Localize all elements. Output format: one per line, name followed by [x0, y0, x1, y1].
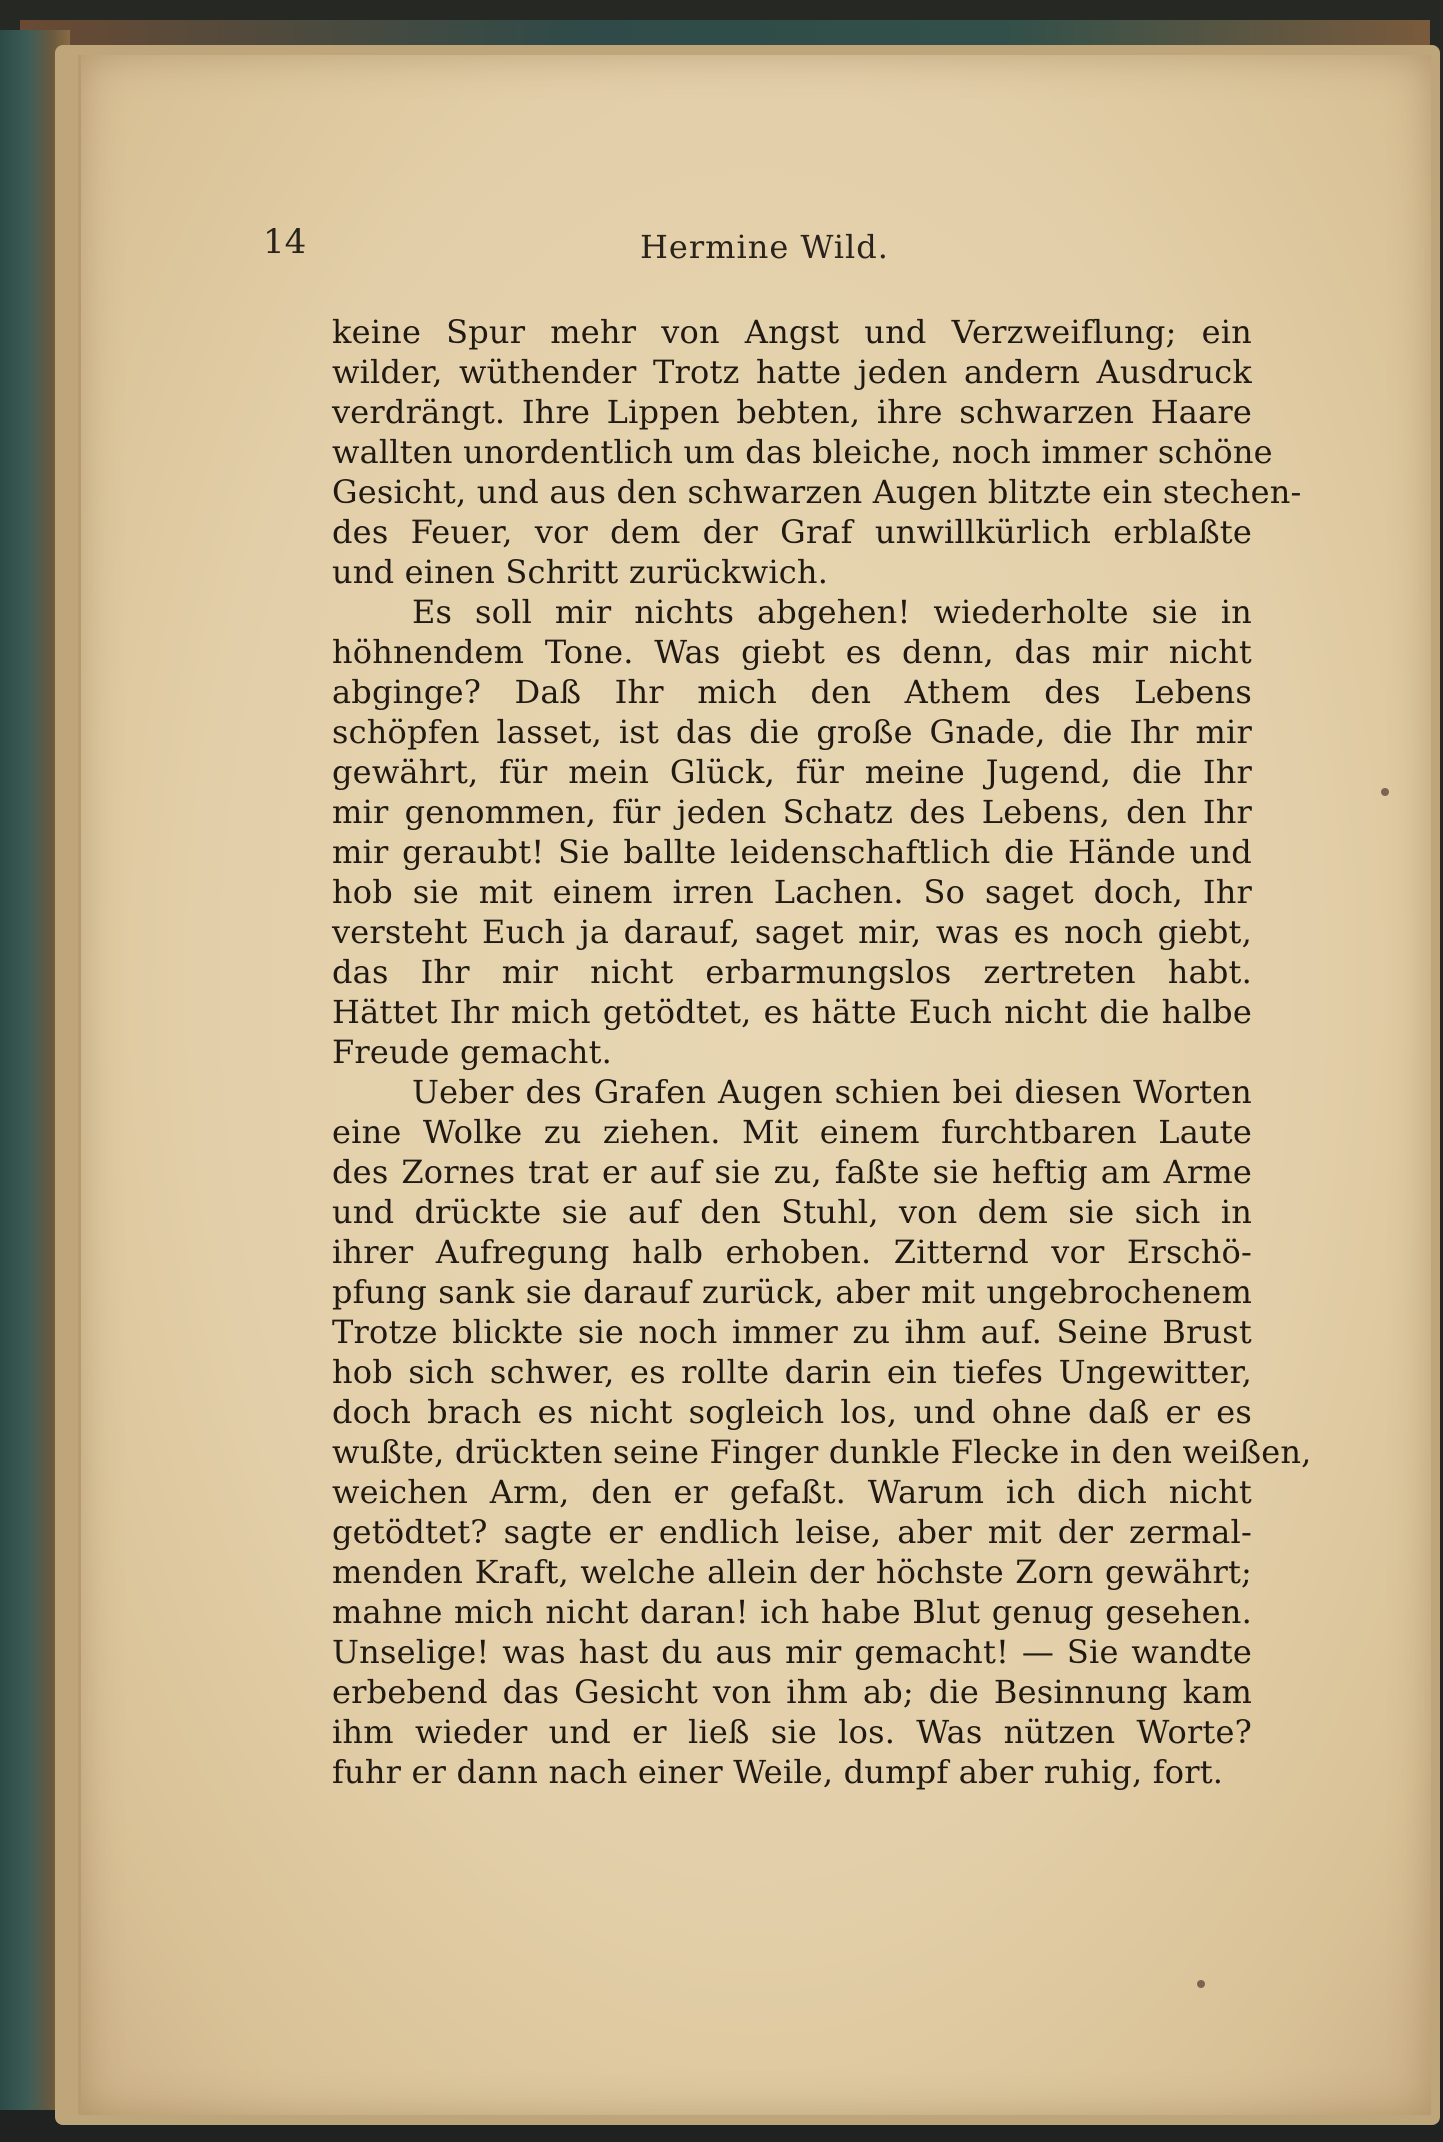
paper-spot	[1381, 788, 1389, 796]
text-line: Unselige! was hast du aus mir gemacht! — Sie wandte	[332, 1633, 1252, 1671]
text-line: hob sie mit einem irren Lachen. So saget doch, Ihr	[332, 873, 1252, 911]
text-line: getödtet? sagte er endlich leise, aber mit der zermal-	[332, 1513, 1252, 1551]
text-line: mahne mich nicht daran! ich habe Blut genug gesehen.	[332, 1593, 1252, 1631]
text-line: keine Spur mehr von Angst und Verzweiflung; ein	[332, 313, 1252, 351]
text-line: verdrängt. Ihre Lippen bebten, ihre schwarzen Haare	[332, 393, 1252, 431]
text-line: weichen Arm, den er gefaßt. Warum ich dich nicht	[332, 1473, 1252, 1511]
text-line: versteht Euch ja darauf, saget mir, was es noch giebt,	[332, 913, 1252, 951]
text-line: und drückte sie auf den Stuhl, von dem sie sich in	[332, 1193, 1252, 1231]
text-line: ihm wieder und er ließ sie los. Was nützen Worte?	[332, 1713, 1252, 1751]
text-line: schöpfen lasset, ist das die große Gnade, die Ihr mir	[332, 713, 1252, 751]
page-number: 14	[263, 222, 307, 262]
text-line: wallten unordentlich um das bleiche, noch immer schöne	[332, 433, 1273, 471]
text-line: doch brach es nicht sogleich los, und ohne daß er es	[332, 1393, 1252, 1431]
text-line: menden Kraft, welche allein der höchste Zorn gewährt;	[332, 1553, 1252, 1591]
text-line: ihrer Aufregung halb erhoben. Zitternd vor Erschö-	[332, 1233, 1252, 1271]
text-line: pfung sank sie darauf zurück, aber mit ungebrochenem	[332, 1273, 1252, 1311]
text-line: hob sich schwer, es rollte darin ein tiefes Ungewitter,	[332, 1353, 1252, 1391]
paper-spot	[1197, 1980, 1205, 1988]
text-line: gewährt, für mein Glück, für meine Jugend, die Ihr	[332, 753, 1252, 791]
text-line: mir genommen, für jeden Schatz des Lebens, den Ihr	[332, 793, 1252, 831]
text-line: Freude gemacht.	[332, 1033, 613, 1071]
text-line: Es soll mir nichts abgehen! wiederholte sie in	[412, 593, 1252, 631]
text-line: Hättet Ihr mich getödtet, es hätte Euch nicht die halbe	[332, 993, 1252, 1031]
body-text	[332, 312, 1312, 1792]
text-line: höhnendem Tone. Was giebt es denn, das mir nicht	[332, 633, 1252, 671]
text-line: abginge? Daß Ihr mich den Athem des Lebens	[332, 673, 1252, 711]
text-line: mir geraubt! Sie ballte leidenschaftlich die Hände und	[332, 833, 1252, 871]
text-line: und einen Schritt zurückwich.	[332, 553, 829, 591]
text-line: Ueber des Grafen Augen schien bei diesen Worten	[412, 1073, 1252, 1111]
text-line: wilder, wüthender Trotz hatte jeden andern Ausdruck	[332, 353, 1252, 391]
text-line: das Ihr mir nicht erbarmungslos zertreten habt.	[332, 953, 1252, 991]
text-line: erbebend das Gesicht von ihm ab; die Besinnung kam	[332, 1673, 1252, 1711]
text-line: fuhr er dann nach einer Weile, dumpf aber ruhig, fort.	[332, 1753, 1224, 1791]
text-line: eine Wolke zu ziehen. Mit einem furchtbaren Laute	[332, 1113, 1252, 1151]
text-line: des Feuer, vor dem der Graf unwillkürlich erblaßte	[332, 513, 1252, 551]
text-line: Trotze blickte sie noch immer zu ihm auf. Seine Brust	[332, 1313, 1252, 1351]
text-line: des Zornes trat er auf sie zu, faßte sie heftig am Arme	[332, 1153, 1252, 1191]
running-head: Hermine Wild.	[640, 228, 889, 266]
text-line: Gesicht, und aus den schwarzen Augen blitzte ein stechen-	[332, 473, 1302, 511]
text-line: wußte, drückten seine Finger dunkle Flecke in den weißen,	[332, 1433, 1312, 1471]
